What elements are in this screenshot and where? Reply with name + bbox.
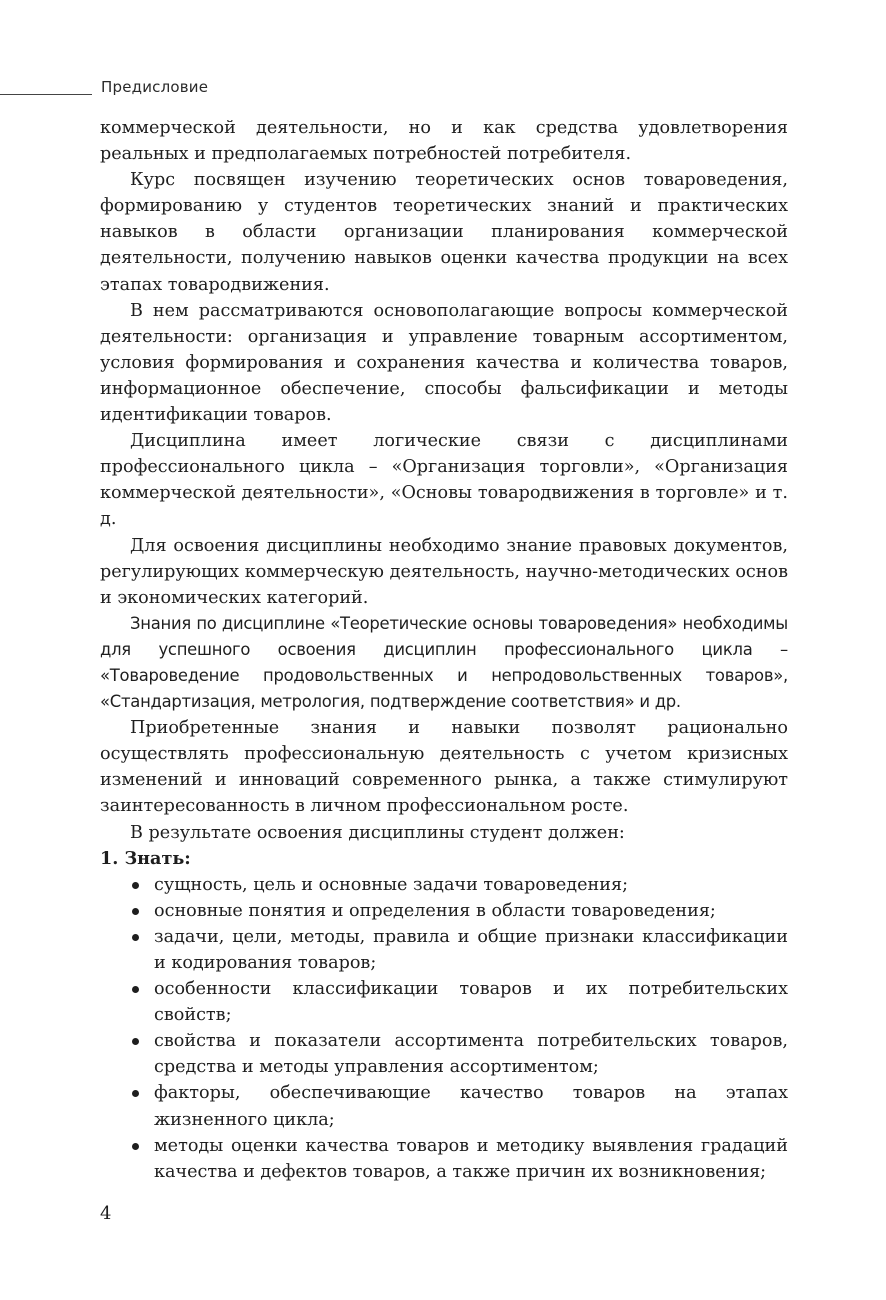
paragraph: Для освоения дисциплины необходимо знание правовых документов, регулирующих коммерческую деятельность, научно-методических основ и экономических категорий. xyxy=(100,535,788,608)
list-item: свойства и показатели ассортимента потребительских товаров, средства и методы управления ассортиментом; xyxy=(154,1028,788,1080)
know-heading: 1. Знать: xyxy=(100,847,191,869)
paragraph: В результате освоения дисциплины студент должен: xyxy=(130,822,625,843)
know-list xyxy=(100,872,788,1185)
header-rule xyxy=(0,94,92,95)
paragraph: Знания по дисциплине «Теоретические основы товароведения» необходимы для успешного освоения дисциплин профессионального цикла – «Товароведение продовольственных и непродовольственных товаров», «Стандартизация, метрология, подтверждение соответствия» и др. xyxy=(100,613,788,712)
running-header xyxy=(0,78,260,98)
paragraph: Приобретенные знания и навыки позволят рационально осуществлять профессиональную деятельность с учетом кризисных изменений и инноваций современного рынка, а также стимулируют заинтересованность в личном профессиональном росте. xyxy=(100,718,788,817)
list-item: задачи, цели, методы, правила и общие признаки классификации и кодирования товаров; xyxy=(154,924,788,976)
list-item: методы оценки качества товаров и методику выявления градаций качества и дефектов товаров, а также причин их возникновения; xyxy=(154,1133,788,1185)
section-title: Предисловие xyxy=(101,78,209,96)
paragraph-continuation: коммерческой деятельности, но и как средства удовлетворения реальных и предполагаемых потребностей потребителя. xyxy=(100,118,788,165)
page-body xyxy=(100,115,788,1185)
page-number: 4 xyxy=(100,1203,112,1224)
list-item: факторы, обеспечивающие качество товаров на этапах жизненного цикла; xyxy=(154,1080,788,1132)
list-item: особенности классификации товаров и их потребительских свойств; xyxy=(154,976,788,1028)
paragraph: Дисциплина имеет логические связи с дисциплинами профессионального цикла – «Организация торговли», «Организация коммерческой деятельности», «Основы товародвижения в торговле» и т. д. xyxy=(100,431,788,530)
paragraph: Курс посвящен изучению теоретических основ товароведения, формированию у студентов теоретических знаний и практических навыков в области организации планирования коммерческой деятельности, получению навыков оценки качества продукции на всех этапах товародвижения. xyxy=(100,170,788,295)
list-item: основные понятия и определения в области товароведения; xyxy=(154,898,788,924)
paragraph: В нем рассматриваются основополагающие вопросы коммерческой деятельности: организация и управление товарным ассортиментом, условия формирования и сохранения качества и количества товаров, информационное обеспечение, способы фальсификации и методы идентификации товаров. xyxy=(100,300,788,426)
list-item: сущность, цель и основные задачи товароведения; xyxy=(154,872,788,898)
